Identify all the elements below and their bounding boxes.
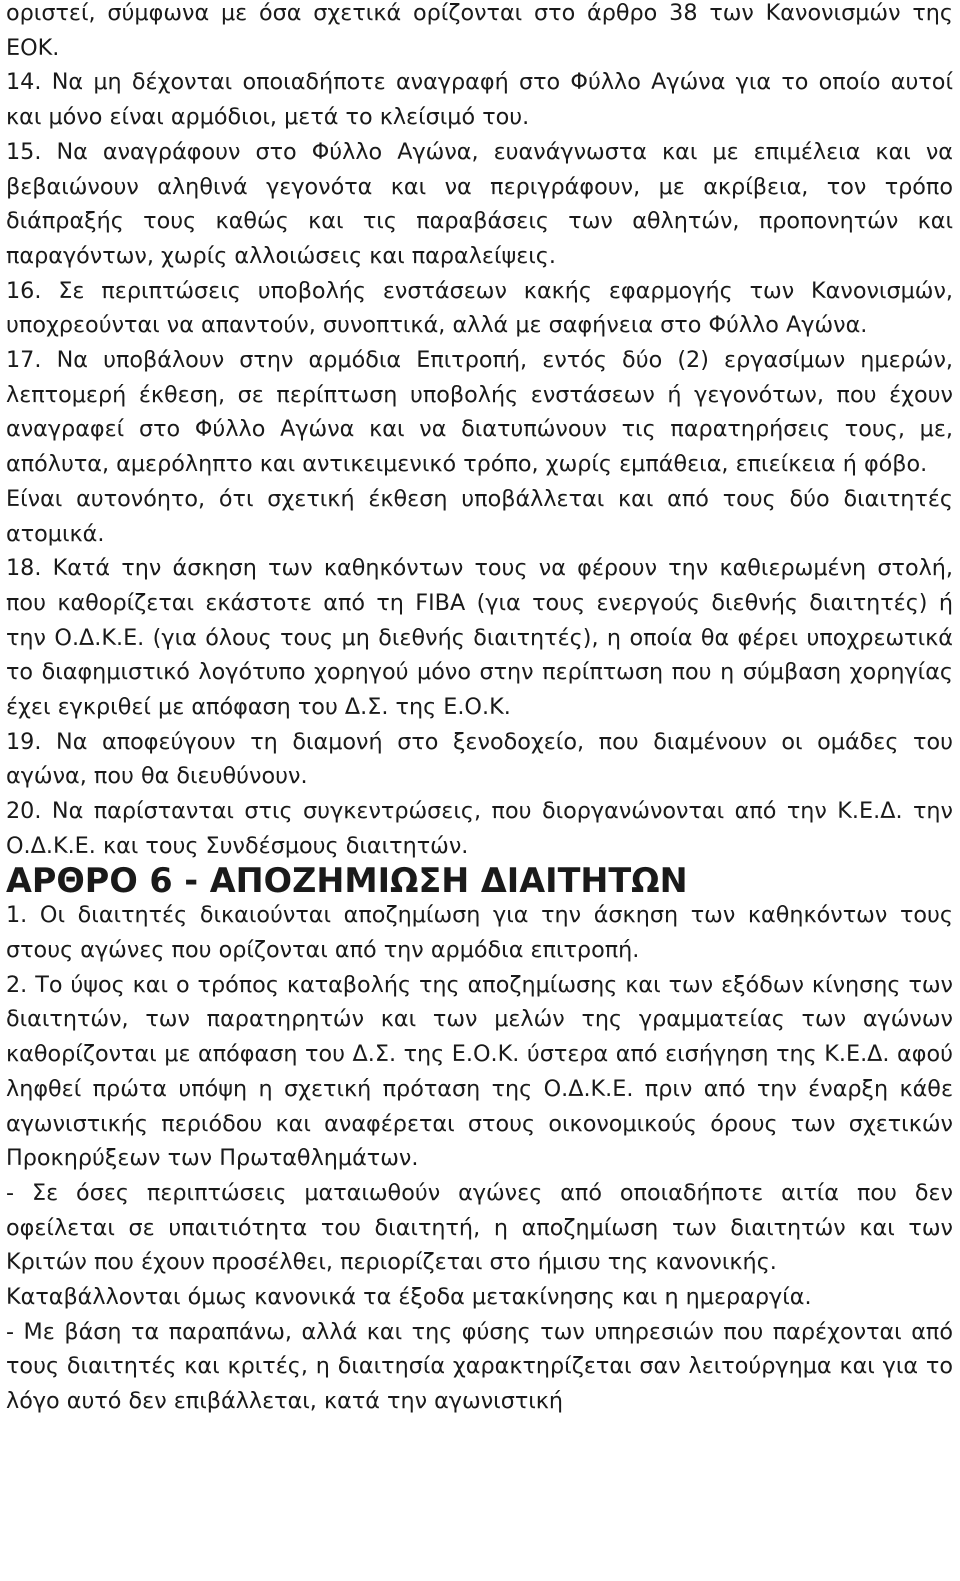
paragraph-article-38-continuation: οριστεί, σύμφωνα με όσα σχετικά ορίζονται στο άρθρο 38 των Κανονισμών της ΕΟΚ. [6, 0, 953, 61]
paragraph-refereeing-function: - Με βάση τα παραπάνω, αλλά και της φύσης των υπηρεσιών που παρέχονται από τους διαιτητές και κριτές, η διαιτησία χαρακτηρίζεται σαν λειτούργημα και για το λόγο αυτό δεν επιβάλλεται, κατά την αγωνιστική [6, 1318, 953, 1415]
paragraph-article6-item-1: 1. Οι διαιτητές δικαιούνται αποζημίωση για την άσκηση των καθηκόντων τους στους αγώνες που ορίζονται από την αρμόδια επιτροπή. [6, 902, 953, 963]
paragraph-item-16: 16. Σε περιπτώσεις υποβολής ενστάσεων κακής εφαρμογής των Κανονισμών, υποχρεούνται να απαντούν, συνοπτικά, αλλά με σαφήνεια στο Φύλλο Αγώνα. [6, 277, 953, 339]
paragraph-item-15: 15. Να αναγράφουν στο Φύλλο Αγώνα, ευανάγνωστα και με επιμέλεια και να βεβαιώνουν αληθινά γεγονότα και να περιγράφουν, με ακρίβεια, τον τρόπο διάπραξής τους καθώς και τις παραβάσεις των αθλητών, προπονητών και παραγόντων, χωρίς αλλοιώσεις και παραλείψεις. [6, 138, 953, 269]
paragraph-item-17: 17. Να υποβάλουν στην αρμόδια Επιτροπή, εντός δύο (2) εργασίμων ημερών, λεπτομερή έκθεση, σε περίπτωση υποβολής ενστάσεων ή γεγονότων, που έχουν αναγραφεί στο Φύλλο Αγώνα και να διατυπώνουν τις παρατηρήσεις τους, με, απόλυτα, αμερόληπτο και αντικειμενικό τρόπο, χωρίς εμπάθεια, επιείκεια ή φόβο. [6, 347, 953, 478]
article-6-heading: ΑΡΘΡΟ 6 - ΑΠΟΖΗΜΙΩΣΗ ΔΙΑΙΤΗΤΩΝ [6, 860, 688, 900]
paragraph-individual-report: Είναι αυτονόητο, ότι σχετική έκθεση υποβάλλεται και από τους δύο διαιτητές ατομικά. [6, 485, 953, 547]
paragraph-item-20: 20. Να παρίστανται στις συγκεντρώσεις, που διοργανώνονται από την Κ.Ε.Δ. την Ο.Δ.Κ.Ε. και τους Συνδέσμους διαιτητών. [6, 798, 953, 859]
paragraph-item-14: 14. Να μη δέχονται οποιαδήποτε αναγραφή στο Φύλλο Αγώνα για το οποίο αυτοί και μόνο είναι αρμόδιοι, μετά το κλείσιμό του. [6, 69, 953, 131]
paragraph-cancelled-games: - Σε όσες περιπτώσεις ματαιωθούν αγώνες από οποιαδήποτε αιτία που δεν οφείλεται σε υπαιτιότητα του διαιτητή, η αποζημίωση των διαιτητών και των Κριτών που έχουν προσέλθει, περιορίζεται στο ήμισυ της κανονικής. [6, 1179, 953, 1276]
paragraph-article6-item-2: 2. Το ύψος και ο τρόπος καταβολής της αποζημίωσης και των εξόδων κίνησης των διαιτητών, των παρατηρητών και των μελών της γραμματείας των αγώνων καθορίζονται με απόφαση του Δ.Σ. της Ε.Ο.Κ. ύστερα από εισήγηση της Κ.Ε.Δ. αφού ληφθεί πρώτα υπόψη η σχετική πρόταση της Ο.Δ.Κ.Ε. πριν από την έναρξη κάθε αγωνιστικής περιόδου και αναφέρεται στους οικονομικούς όρους των σχετικών Προκηρύξεων των Πρωταθλημάτων. [6, 971, 953, 1172]
paragraph-item-18: 18. Κατά την άσκηση των καθηκόντων τους να φέρουν την καθιερωμένη στολή, που καθορίζεται εκάστοτε από τη FIBA (για τους ενεργούς διεθνής διαιτητές) ή την Ο.Δ.Κ.Ε. (για όλους τους μη διεθνής διαιτητές), η οποία θα φέρει υποχρεωτικά το διαφημιστικό λογότυπο χορηγού μόνο στην περίπτωση που η σύμβαση χορηγίας έχει εγκριθεί με απόφαση του Δ.Σ. της Ε.Ο.Κ. [6, 555, 953, 721]
paragraph-item-19: 19. Να αποφεύγουν τη διαμονή στο ξενοδοχείο, που διαμένουν οι ομάδες του αγώνα, που θα διευθύνουν. [6, 728, 953, 790]
paragraph-travel-expenses: Καταβάλλονται όμως κανονικά τα έξοδα μετακίνησης και η ημεραργία. [6, 1284, 812, 1311]
